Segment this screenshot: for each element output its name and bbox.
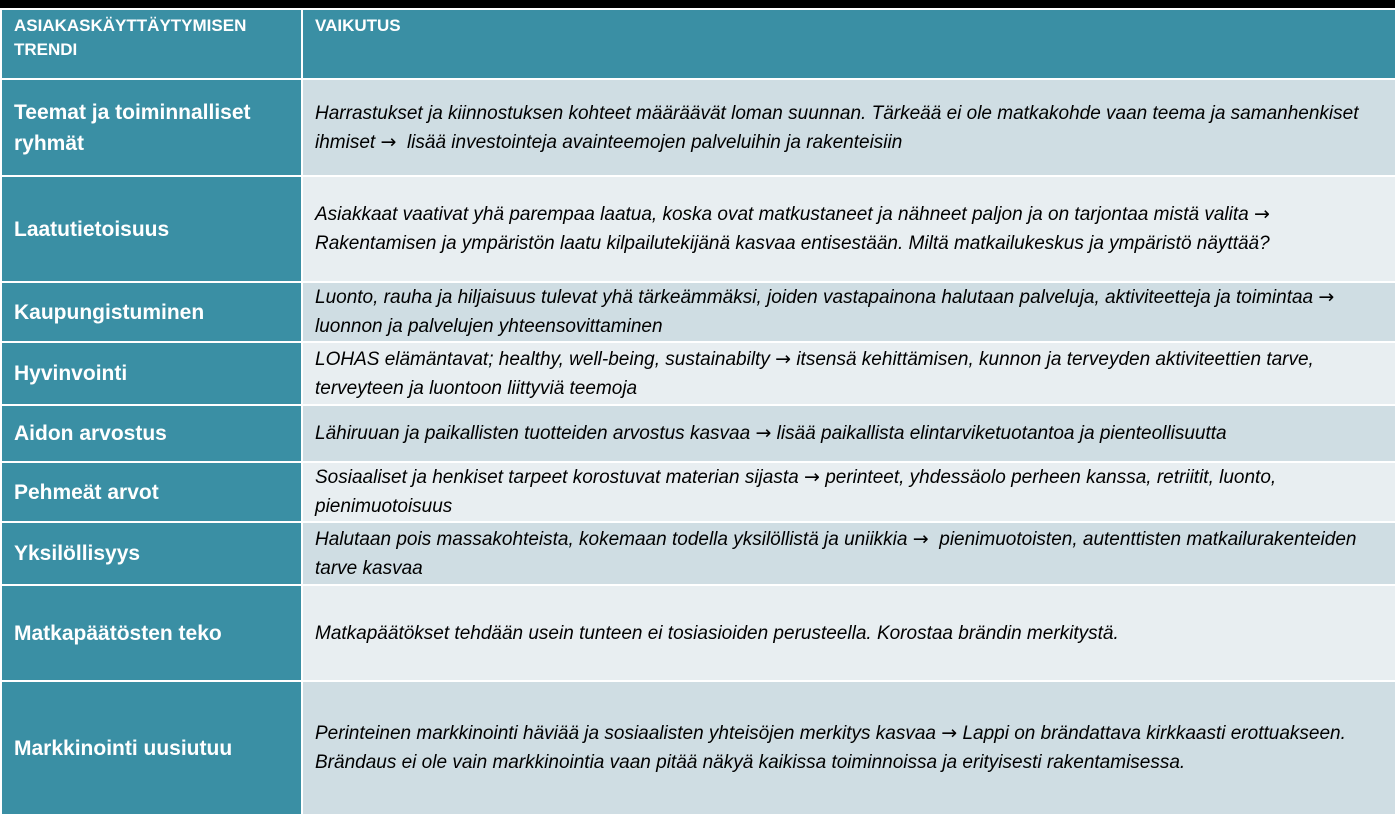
trend-cell: Laatutietoisuus [1,176,302,282]
top-black-bar [0,0,1395,8]
right-arrow-icon: → [380,130,397,153]
table-row [1,282,1395,342]
effect-text: Sosiaaliset ja henkiset tarpeet korostuvat materian sijasta [315,467,799,488]
effect-result-text: Rakentamisen ja ympäristön laatu kilpailutekijänä kasvaa entisestään. Miltä matkailukeskus ja ympäristö näyttää? [315,233,1270,254]
effect-text: Luonto, rauha ja hiljaisuus tulevat yhä tärkeämmäksi, joiden vastapainona halutaan palveluja, aktiviteetteja ja toimintaa [315,287,1314,308]
effect-result-text: luonnon ja palvelujen yhteensovittaminen [315,316,663,337]
effect-cell [302,462,1395,522]
table-row [1,405,1395,462]
trend-cell: Kaupungistuminen [1,282,302,342]
table-row [1,522,1395,585]
right-arrow-icon: → [912,527,929,550]
table-row [1,79,1395,176]
trend-cell: Aidon arvostus [1,405,302,462]
trend-cell: Pehmeät arvot [1,462,302,522]
trend-table [0,8,1395,816]
effect-cell [302,176,1395,282]
effect-result-text: lisää paikallista elintarviketuotantoa ja pienteollisuutta [776,423,1227,444]
effect-cell [302,282,1395,342]
effect-cell [302,681,1395,815]
effect-cell [302,585,1395,681]
effect-result-text: Lappi on brändattava kirkkaasti erottuakseen. Brändaus ei ole vain markkinointia vaan pitää näkyä kaikissa toiminnoissa ja erityisesti rakentamisessa. [315,723,1346,773]
table-row [1,681,1395,815]
trend-cell: Matkapäätösten teko [1,585,302,681]
table-row [1,176,1395,282]
effect-text: Lähiruuan ja paikallisten tuotteiden arvostus kasvaa [315,423,751,444]
right-arrow-icon: → [941,722,958,744]
trend-cell: Teemat ja toiminnalliset ryhmät [1,79,302,176]
effect-cell [302,405,1395,462]
effect-text: Harrastukset ja kiinnostuksen kohteet määräävät loman suunnan. Tärkeää ei ole matkakohde vaan teema ja samanhenkiset ihmiset [315,102,1359,153]
right-arrow-icon: → [755,422,772,444]
header-effect: VAIKUTUS [302,9,1395,79]
effect-cell [302,79,1395,176]
effect-text: Asiakkaat vaativat yhä parempaa laatua, koska ovat matkustaneet ja nähneet paljon ja on tarjontaa mistä valita [315,204,1249,225]
trend-cell: Markkinointi uusiutuu [1,681,302,815]
effect-result-text: pienimuotoisten, autenttisten matkailurakenteiden tarve kasvaa [315,528,1357,579]
effect-result-text: lisää investointeja avainteemojen palveluihin ja rakenteisiin [406,131,903,153]
header-trend: ASIAKASKÄYTTÄYTYMISEN TRENDI [1,9,302,79]
effect-text: Matkapäätökset tehdään usein tunteen ei tosiasioiden perusteella. Korostaa brändin merkitystä. [315,622,1119,644]
right-arrow-icon: → [775,347,792,370]
table-row [1,585,1395,681]
effect-result-text: perinteet, yhdessäolo perheen kanssa, retriitit, luonto, pienimuotoisuus [315,467,1277,517]
trend-cell: Yksilöllisyys [1,522,302,585]
effect-cell [302,342,1395,405]
effect-text: Halutaan pois massakohteista, kokemaan todella yksilöllistä ja uniikkia [315,528,908,550]
effect-text: LOHAS elämäntavat; healthy, well-being, sustainabilty [315,348,770,370]
right-arrow-icon: → [803,466,820,488]
trend-cell: Hyvinvointi [1,342,302,405]
effect-text: Perinteinen markkinointi häviää ja sosiaalisten yhteisöjen merkitys kasvaa [315,723,936,744]
right-arrow-icon: → [1253,203,1270,225]
header-row [1,9,1395,79]
table-row [1,462,1395,522]
effect-result-text: itsensä kehittämisen, kunnon ja terveyden aktiviteettien tarve, terveyteen ja luontoon liittyviä teemoja [315,348,1314,399]
table-row [1,342,1395,405]
effect-cell [302,522,1395,585]
right-arrow-icon: → [1318,286,1335,308]
